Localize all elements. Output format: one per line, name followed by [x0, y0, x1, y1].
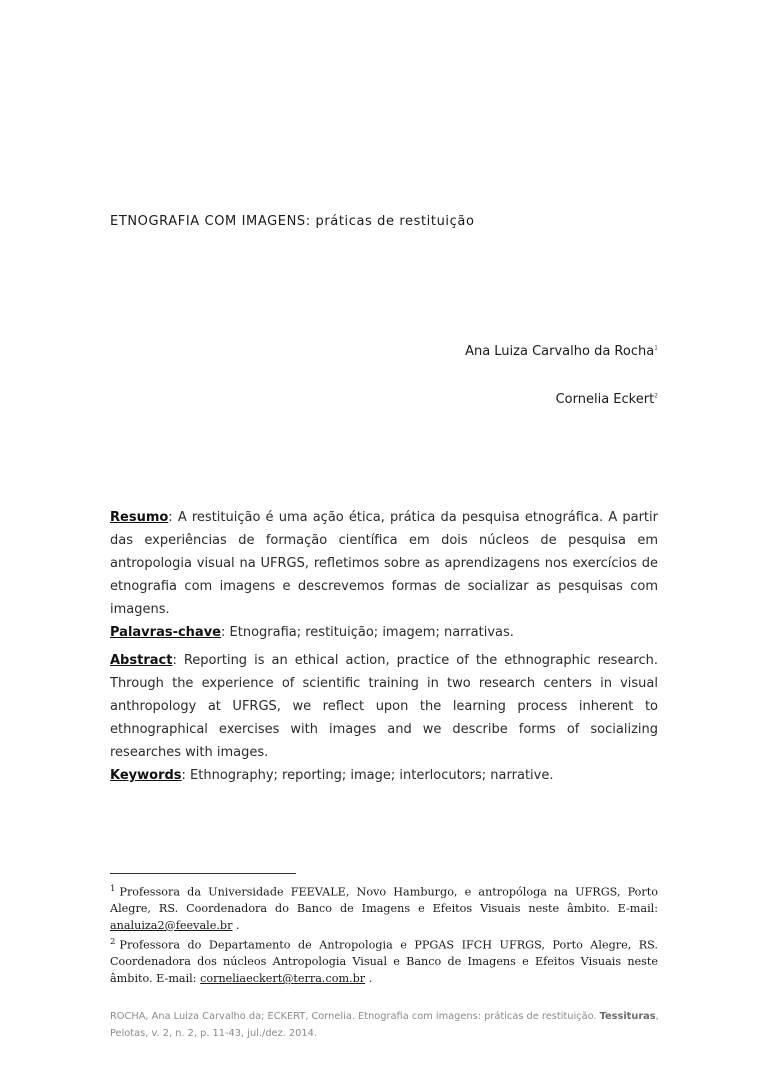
footnote-divider — [110, 873, 296, 874]
footnote-2-text: Professora do Departamento de Antropologia e PPGAS IFCH UFRGS, Porto Alegre, RS. Coordenadora dos núcleos Antropologia Visual e Banco de Imagens e Efeitos Visuais neste âmbito. E-mail: — [110, 938, 658, 985]
footnote-2 — [110, 934, 658, 987]
resumo-label: Resumo — [110, 510, 169, 525]
abstract-label: Abstract — [110, 653, 173, 668]
citation-suffix: , Pelotas, v. 2, n. 2, p. 11-43, jul./dez. 2014. — [110, 1011, 659, 1039]
footnote-1-tail: . — [232, 918, 240, 932]
author-1-name: Ana Luiza Carvalho da Rocha — [465, 344, 655, 359]
author-1 — [158, 344, 658, 359]
footnotes — [110, 881, 658, 987]
palavras-chave-text: : Etnografia; restituição; imagem; narrativas. — [221, 625, 514, 640]
author-2-name: Cornelia Eckert — [555, 392, 655, 407]
resumo-text: : A restituição é uma ação ética, prática da pesquisa etnográfica. A partir das experiências de formação científica em dois núcleos de pesquisa em antropologia visual na UFRGS, refletimos sobre as aprendizagens nos exercícios de etnografia com imagens e descrevemos formas de socializar as pesquisas com imagens. — [110, 510, 658, 617]
abstract-text: : Reporting is an ethical action, practice of the ethnographic research. Through the experience of scientific training in two research centers in visual anthropology at UFRGS, we reflect upon the learning process inherent to ethnographical exercises with images and we describe forms of socializing researches with images. — [110, 653, 658, 760]
author-2 — [158, 392, 658, 407]
citation-journal: Tessituras — [599, 1011, 656, 1022]
footnote-1-text: Professora da Universidade FEEVALE, Novo Hamburgo, e antropóloga na UFRGS, Porto Alegre, RS. Coordenadora do Banco de Imagens e Efeitos Visuais neste âmbito. E-mail: — [110, 885, 658, 916]
keywords-text: : Ethnography; reporting; image; interlocutors; narrative. — [181, 768, 554, 783]
footnote-1-number: 1 — [110, 884, 116, 894]
abstract-block — [110, 649, 658, 787]
footnote-1 — [110, 881, 658, 934]
footnote-2-email-link[interactable]: corneliaeckert@terra.com.br — [200, 971, 366, 985]
article-title: ETNOGRAFIA COM IMAGENS: práticas de restituição — [110, 214, 475, 229]
footnote-2-number: 2 — [110, 937, 116, 948]
footnote-1-email-link[interactable]: analuiza2@feevale.br — [110, 918, 233, 932]
footnote-2-tail: . — [365, 971, 373, 985]
author-2-footnote-ref[interactable]: 2 — [654, 392, 658, 400]
page-citation — [110, 1008, 670, 1042]
palavras-chave-label: Palavras-chave — [110, 625, 221, 640]
citation-prefix: ROCHA, Ana Luiza Carvalho da; ECKERT, Cornelia. Etnografia com imagens: práticas de restituição. — [110, 1011, 600, 1022]
keywords-label: Keywords — [110, 768, 182, 783]
author-1-footnote-ref[interactable]: 1 — [654, 344, 658, 352]
resumo-block — [110, 506, 658, 644]
